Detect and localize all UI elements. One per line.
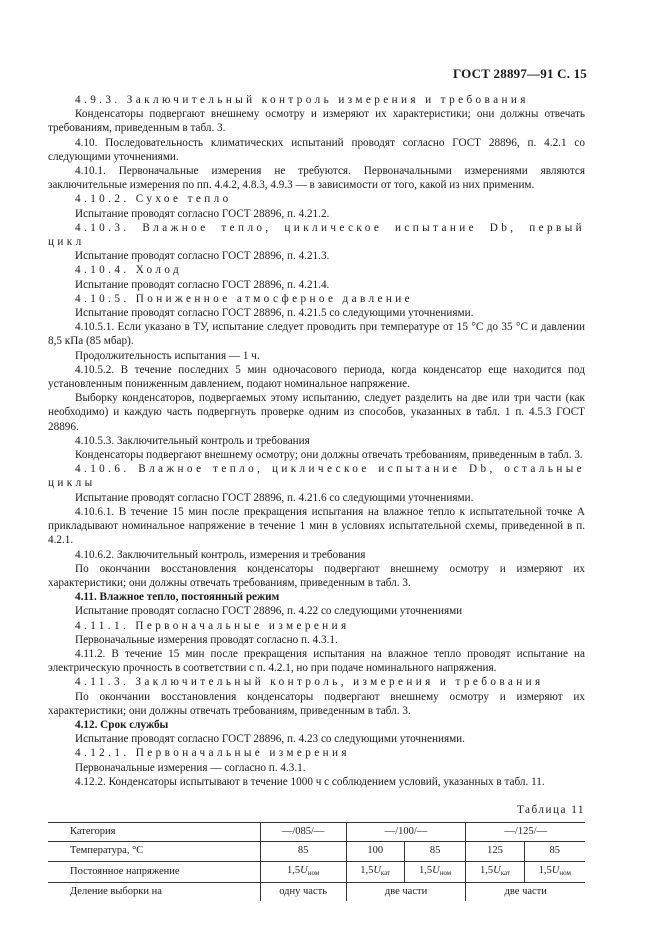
paragraph: Испытание проводят согласно ГОСТ 28896, п. 4.21.2. [75, 207, 330, 220]
voltage-symbol: U [551, 864, 560, 876]
paragraph: Первоначальные измерения — согласно п. 4.3.1. [75, 761, 306, 774]
voltage-subscript: кат [380, 868, 391, 877]
table-cell: —/085/— [260, 823, 346, 842]
table-cell: —/100/— [346, 823, 466, 842]
paragraph: 4.10.6.2. Заключительный контроль, измерения и требования [75, 548, 366, 561]
table-cell [346, 861, 404, 882]
row-label: Постоянное напряжение [48, 861, 260, 882]
paragraph: 4.11.2. В течение 15 мин после прекращения испытания на влажное тепло проводят испытание на электрическую прочность в соответствии с п. 4.2.1, но при подаче номинального напряжения. [48, 647, 585, 675]
table-cell [466, 861, 524, 882]
paragraph: Испытание проводят согласно ГОСТ 28896, п. 4.23 со следующими уточнениями. [75, 733, 465, 746]
paragraph: 4.10.5.1. Если указано в ТУ, испытание следует проводить при температуре от 15 °С до 35 °С и давлении 8,5 кПа (85 мбар). [48, 321, 585, 348]
paragraph: 4.11. Влажное тепло, постоянный режим [75, 591, 280, 604]
paragraph: Выборку конденсаторов, подвергаемых этому испытанию, следует разделить на две или три части (как необходимо) и каждую часть подвергнуть проверке одним из способов, указанных в табл. 1 п. 4.5.3 ГОСТ 28896. [48, 392, 585, 433]
paragraph: 4.10.3. Влажное тепло, циклическое испытание Db, первый цикл [48, 221, 585, 249]
document-body [48, 93, 585, 901]
paragraph: Испытание проводят согласно ГОСТ 28896, п. 4.21.5 со следующими уточнениями. [75, 307, 474, 320]
table-cell [404, 861, 466, 882]
data-table [48, 822, 585, 901]
paragraph: Испытание проводят согласно ГОСТ 28896, п. 4.22 со следующими уточнениями [75, 605, 463, 618]
table-cell: 100 [346, 842, 404, 861]
paragraph: По окончании восстановления конденсаторы подвергают внешнему осмотру и измеряют их характеристики; они должны отвечать требованиям, приведенным в табл. 3. [48, 562, 585, 589]
voltage-symbol: U [373, 864, 381, 876]
table-row [48, 823, 585, 842]
table-row [48, 861, 585, 882]
voltage-factor: 1,5 [480, 864, 494, 876]
voltage-factor: 1,5 [538, 864, 552, 876]
table-cell: —/125/— [466, 823, 585, 842]
paragraph: Конденсаторы подвергают внешнему осмотру и измеряют их характеристики; они должны отвечать требованиям, приведенным в табл. 3. [48, 108, 585, 135]
paragraph: 4.11.3. Заключительный контроль, измерения и требования [75, 676, 544, 689]
paragraph: 4.10.5. Пониженное атмосферное давление [75, 292, 414, 305]
table-row [48, 882, 585, 901]
paragraph: Испытание проводят согласно ГОСТ 28896, п. 4.21.3. [75, 250, 330, 263]
table-cell: одну часть [260, 882, 346, 901]
voltage-factor: 1,5 [418, 864, 433, 876]
paragraph: 4.10.6.1. В течение 15 мин после прекращения испытания на влажное тепло к испытательной точке А прикладывают номинальное напряжение в течение 1 мин в условиях испытательной схемы, приведенной в п. 4.2.1. [48, 505, 585, 547]
paragraph: 4.10.4. Холод [75, 264, 183, 277]
paragraph: По окончании восстановления конденсаторы подвергают внешнему осмотру и измеряют их характеристики; они должны отвечать требованиям, приведенным в табл. 3. [48, 690, 585, 717]
paragraph: Испытание проводят согласно ГОСТ 28896, п. 4.21.4. [75, 278, 330, 291]
table-cell: 85 [404, 842, 466, 861]
paragraph: 4.10. Последовательность климатических испытаний проводят согласно ГОСТ 28896, п. 4.2.1 со следующими уточнениями. [48, 136, 585, 163]
paragraph: 4.10.2. Сухое тепло [75, 193, 232, 206]
voltage-symbol: U [300, 864, 308, 876]
voltage-symbol: U [432, 864, 440, 876]
voltage-factor: 1,5 [286, 864, 301, 876]
page-header: ГОСТ 28897—91 С. 15 [453, 66, 587, 81]
paragraph: 4.10.5.2. В течение последних 5 мин одночасового периода, когда конденсатор еще находится под установленным пониженным давлением, подают номинальное напряжение. [48, 363, 585, 391]
row-label: Категория [48, 823, 260, 842]
voltage-factor: 1,5 [360, 864, 374, 876]
paragraph: 4.11.1. Первоначальные измерения [75, 619, 350, 632]
voltage-subscript: ном [559, 868, 571, 877]
table-cell: 85 [260, 842, 346, 861]
voltage-subscript: кат [500, 868, 511, 877]
voltage-subscript: ном [439, 868, 452, 877]
paragraph: 4.12.2. Конденсаторы испытывают в течение 1000 ч с соблюдением условий, указанных в табл. 11. [75, 775, 545, 788]
table-cell: 125 [466, 842, 524, 861]
table-caption: Таблица 11 [516, 803, 585, 816]
paragraph: Первоначальные измерения проводят согласно п. 4.3.1. [75, 633, 338, 646]
paragraph: 4.10.6. Влажное тепло, циклическое испытание Db, остальные циклы [48, 463, 585, 490]
voltage-symbol: U [493, 864, 501, 876]
table-cell: две части [466, 882, 585, 901]
paragraph: 4.10.5.3. Заключительный контроль и требования [75, 434, 310, 447]
paragraph: 4.12. Срок службы [75, 718, 169, 731]
paragraph: 4.12.1. Первоначальные измерения [75, 747, 350, 760]
paragraph: Испытание проводят согласно ГОСТ 28896, п. 4.21.6 со следующими уточнениями. [75, 491, 474, 504]
paragraph: Продолжительность испытания — 1 ч. [75, 349, 260, 362]
paragraph: 4.10.1. Первоначальные измерения не требуются. Первоначальными измерениями являются заключительные измерения по пп. 4.4.2, 4.8.3, 4.9.3 — в зависимости от того, какой из них применим. [48, 165, 585, 192]
voltage-subscript: ном [307, 868, 320, 877]
table-cell: 85 [524, 842, 585, 861]
table-cell [260, 861, 346, 882]
table-cell: две части [346, 882, 466, 901]
paragraph: 4.9.3. Заключительный контроль измерения и требования [75, 94, 529, 106]
row-label: Деление выборки на [48, 882, 260, 901]
table-cell [524, 861, 585, 882]
row-label: Температура, °С [48, 842, 260, 861]
table-row [48, 842, 585, 861]
paragraph: Конденсаторы подвергают внешнему осмотру; они должны отвечать требованиям, приведенным в табл. 3. [75, 449, 583, 462]
